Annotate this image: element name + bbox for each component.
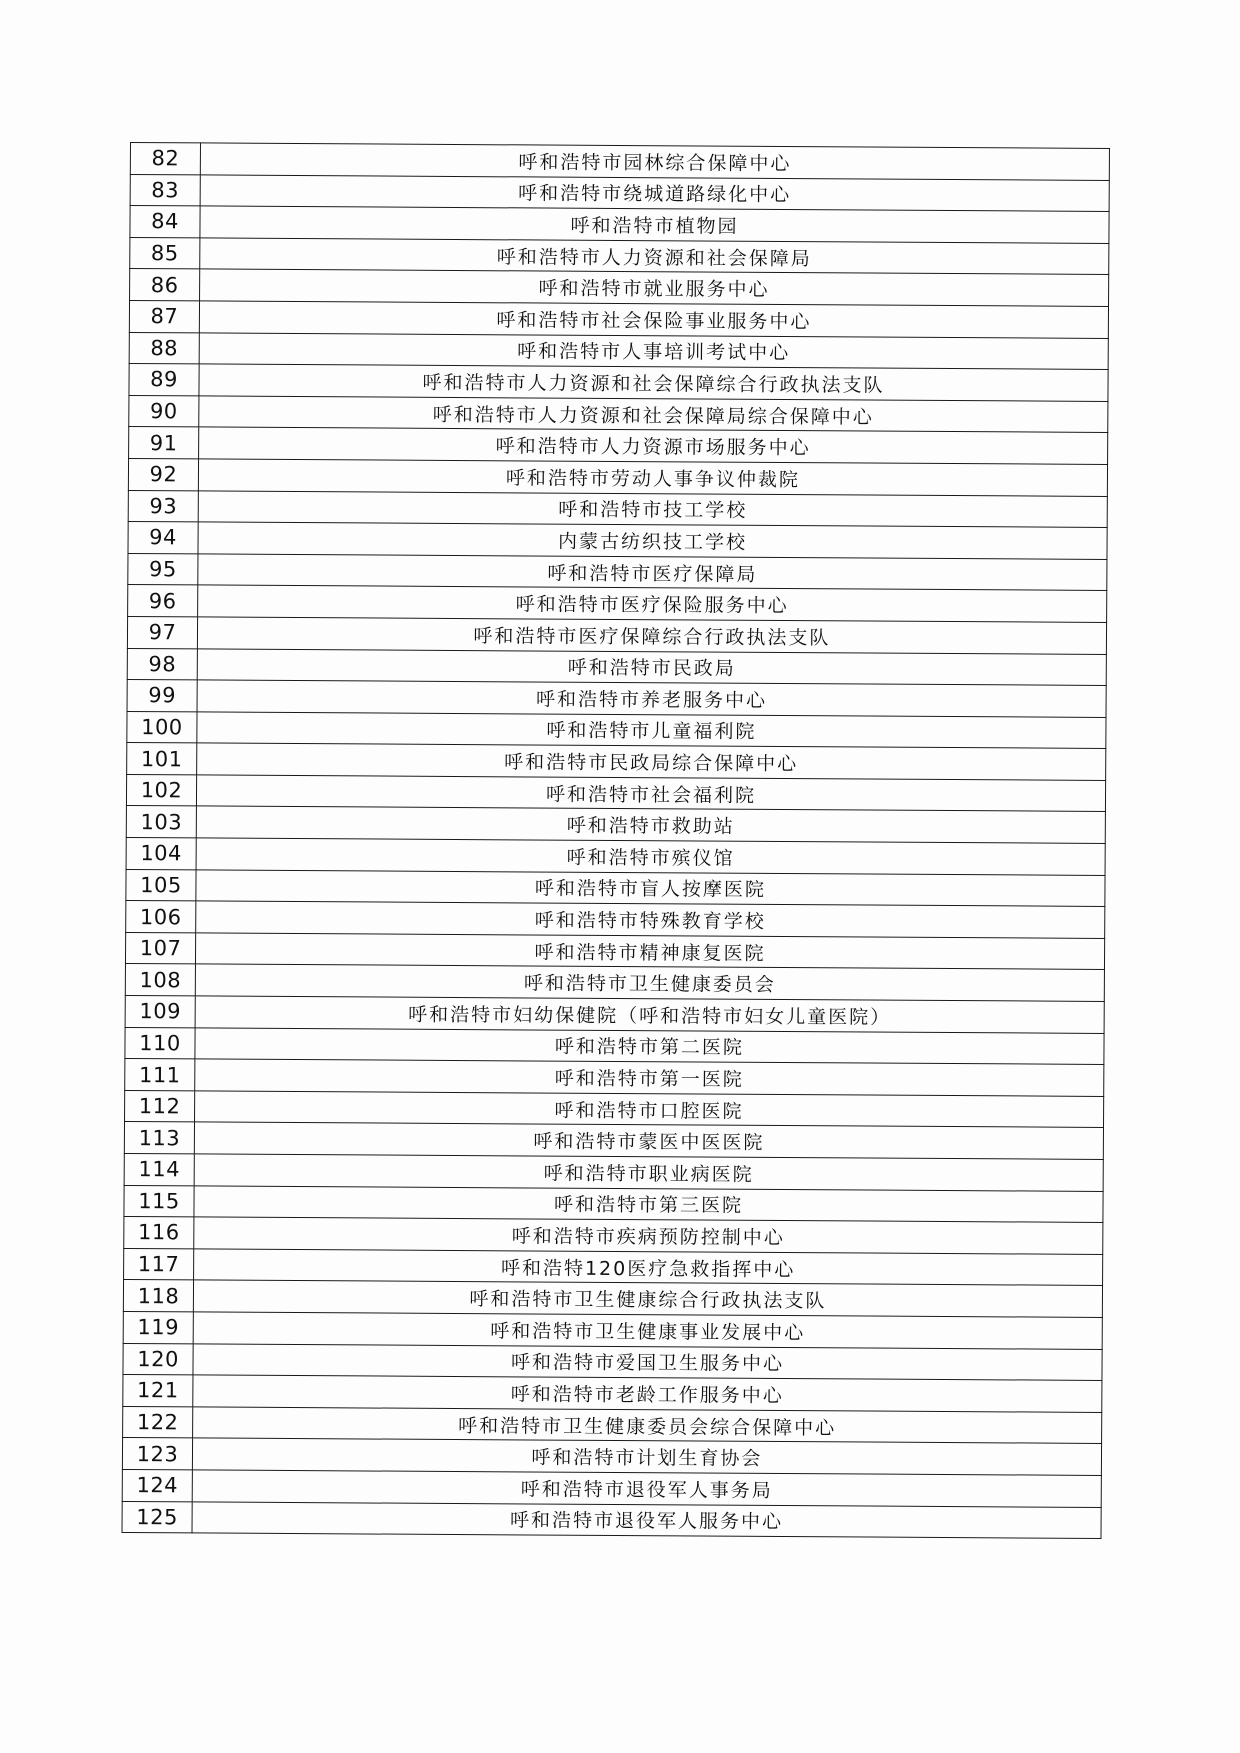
table-row (122, 1501, 1101, 1539)
row-number-cell: 111 (125, 1059, 195, 1091)
unit-name-cell: 呼和浩特市就业服务中心 (200, 269, 1109, 306)
unit-name-cell: 呼和浩特市第一医院 (195, 1059, 1104, 1096)
unit-name-cell: 呼和浩特市儿童福利院 (197, 712, 1106, 749)
unit-name-cell: 呼和浩特市民政局 (197, 648, 1106, 685)
row-number-cell: 119 (123, 1311, 193, 1343)
unit-name-cell: 呼和浩特市第三医院 (194, 1186, 1103, 1223)
row-number-cell: 95 (128, 553, 198, 585)
row-number-cell: 123 (122, 1438, 192, 1470)
unit-name-cell: 呼和浩特市民政局综合保障中心 (197, 743, 1106, 780)
table-body (122, 143, 1109, 1539)
row-number-cell: 107 (125, 932, 195, 964)
row-number-cell: 114 (124, 1153, 194, 1185)
unit-name-cell: 呼和浩特市绕城道路绿化中心 (200, 175, 1109, 212)
unit-name-cell: 呼和浩特市妇幼保健院（呼和浩特市妇女儿童医院） (195, 996, 1104, 1033)
row-number-cell: 125 (122, 1501, 192, 1533)
row-number-cell: 110 (125, 1027, 195, 1059)
unit-name-cell: 呼和浩特市精神康复医院 (195, 933, 1104, 970)
unit-name-cell: 呼和浩特市人力资源市场服务中心 (199, 427, 1108, 464)
row-number-cell: 83 (130, 174, 200, 206)
row-number-cell: 118 (123, 1280, 193, 1312)
unit-name-cell: 呼和浩特市医疗保障局 (198, 554, 1107, 591)
row-number-cell: 116 (124, 1217, 194, 1249)
unit-name-cell: 呼和浩特市技工学校 (198, 490, 1107, 527)
row-number-cell: 86 (130, 269, 200, 301)
row-number-cell: 98 (127, 648, 197, 680)
row-number-cell: 90 (129, 395, 199, 427)
unit-name-cell: 呼和浩特市救助站 (196, 806, 1105, 843)
row-number-cell: 96 (128, 585, 198, 617)
unit-name-cell: 呼和浩特市卫生健康综合行政执法支队 (193, 1280, 1102, 1317)
unit-name-cell: 呼和浩特市园林综合保障中心 (200, 143, 1109, 180)
unit-name-cell: 呼和浩特市养老服务中心 (197, 680, 1106, 717)
row-number-cell: 101 (127, 743, 197, 775)
unit-name-cell: 呼和浩特市劳动人事争议仲裁院 (198, 459, 1107, 496)
unit-name-cell: 呼和浩特市人力资源和社会保障局综合保障中心 (199, 396, 1108, 433)
unit-name-cell: 呼和浩特市老龄工作服务中心 (193, 1375, 1102, 1412)
unit-name-cell: 呼和浩特市人力资源和社会保障局 (200, 238, 1109, 275)
row-number-cell: 113 (124, 1122, 194, 1154)
unit-name-cell: 呼和浩特市殡仪馆 (196, 838, 1105, 875)
row-number-cell: 93 (128, 490, 198, 522)
row-number-cell: 115 (124, 1185, 194, 1217)
unit-name-cell: 呼和浩特市卫生健康委员会 (195, 964, 1104, 1001)
row-number-cell: 121 (123, 1375, 193, 1407)
row-number-cell: 82 (130, 143, 200, 175)
unit-list-table (122, 142, 1110, 1539)
unit-name-cell: 呼和浩特市疾病预防控制中心 (194, 1217, 1103, 1254)
unit-name-cell: 呼和浩特市社会福利院 (196, 775, 1105, 812)
row-number-cell: 122 (123, 1406, 193, 1438)
unit-name-cell: 呼和浩特市爱国卫生服务中心 (193, 1343, 1102, 1380)
row-number-cell: 117 (124, 1248, 194, 1280)
row-number-cell: 108 (125, 964, 195, 996)
row-number-cell: 87 (129, 300, 199, 332)
unit-name-cell: 呼和浩特市人力资源和社会保障综合行政执法支队 (199, 364, 1108, 401)
unit-name-cell: 呼和浩特市卫生健康委员会综合保障中心 (193, 1407, 1102, 1444)
row-number-cell: 105 (126, 869, 196, 901)
row-number-cell: 94 (128, 522, 198, 554)
row-number-cell: 84 (130, 206, 200, 238)
unit-name-cell: 呼和浩特市医疗保障综合行政执法支队 (197, 617, 1106, 654)
unit-name-cell: 呼和浩特市社会保险事业服务中心 (199, 301, 1108, 338)
row-number-cell: 85 (130, 237, 200, 269)
unit-name-cell: 呼和浩特市退役军人事务局 (192, 1470, 1101, 1507)
unit-name-cell: 呼和浩特市医疗保险服务中心 (198, 585, 1107, 622)
row-number-cell: 97 (127, 616, 197, 648)
row-number-cell: 120 (123, 1343, 193, 1375)
row-number-cell: 109 (125, 996, 195, 1028)
row-number-cell: 102 (126, 774, 196, 806)
unit-name-cell: 呼和浩特市第二医院 (195, 1028, 1104, 1065)
row-number-cell: 88 (129, 332, 199, 364)
unit-name-cell: 呼和浩特市职业病医院 (194, 1154, 1103, 1191)
unit-name-cell: 呼和浩特市植物园 (200, 206, 1109, 243)
row-number-cell: 103 (126, 806, 196, 838)
unit-name-cell: 呼和浩特市人事培训考试中心 (199, 332, 1108, 369)
unit-name-cell: 呼和浩特市卫生健康事业发展中心 (193, 1312, 1102, 1349)
row-number-cell: 112 (125, 1090, 195, 1122)
unit-name-cell: 呼和浩特市特殊教育学校 (196, 901, 1105, 938)
row-number-cell: 100 (127, 711, 197, 743)
unit-name-cell: 呼和浩特市蒙医中医医院 (194, 1122, 1103, 1159)
row-number-cell: 99 (127, 680, 197, 712)
unit-name-cell: 呼和浩特市计划生育协会 (192, 1438, 1101, 1475)
row-number-cell: 89 (129, 364, 199, 396)
unit-name-cell: 内蒙古纺织技工学校 (198, 522, 1107, 559)
row-number-cell: 91 (129, 427, 199, 459)
row-number-cell: 92 (128, 458, 198, 490)
row-number-cell: 104 (126, 838, 196, 870)
unit-name-cell: 呼和浩特市退役军人服务中心 (192, 1501, 1101, 1538)
unit-name-cell: 呼和浩特市口腔医院 (195, 1091, 1104, 1128)
unit-name-cell: 呼和浩特市盲人按摩医院 (196, 870, 1105, 907)
row-number-cell: 106 (126, 901, 196, 933)
row-number-cell: 124 (122, 1469, 192, 1501)
unit-name-cell: 呼和浩特120医疗急救指挥中心 (194, 1249, 1103, 1286)
